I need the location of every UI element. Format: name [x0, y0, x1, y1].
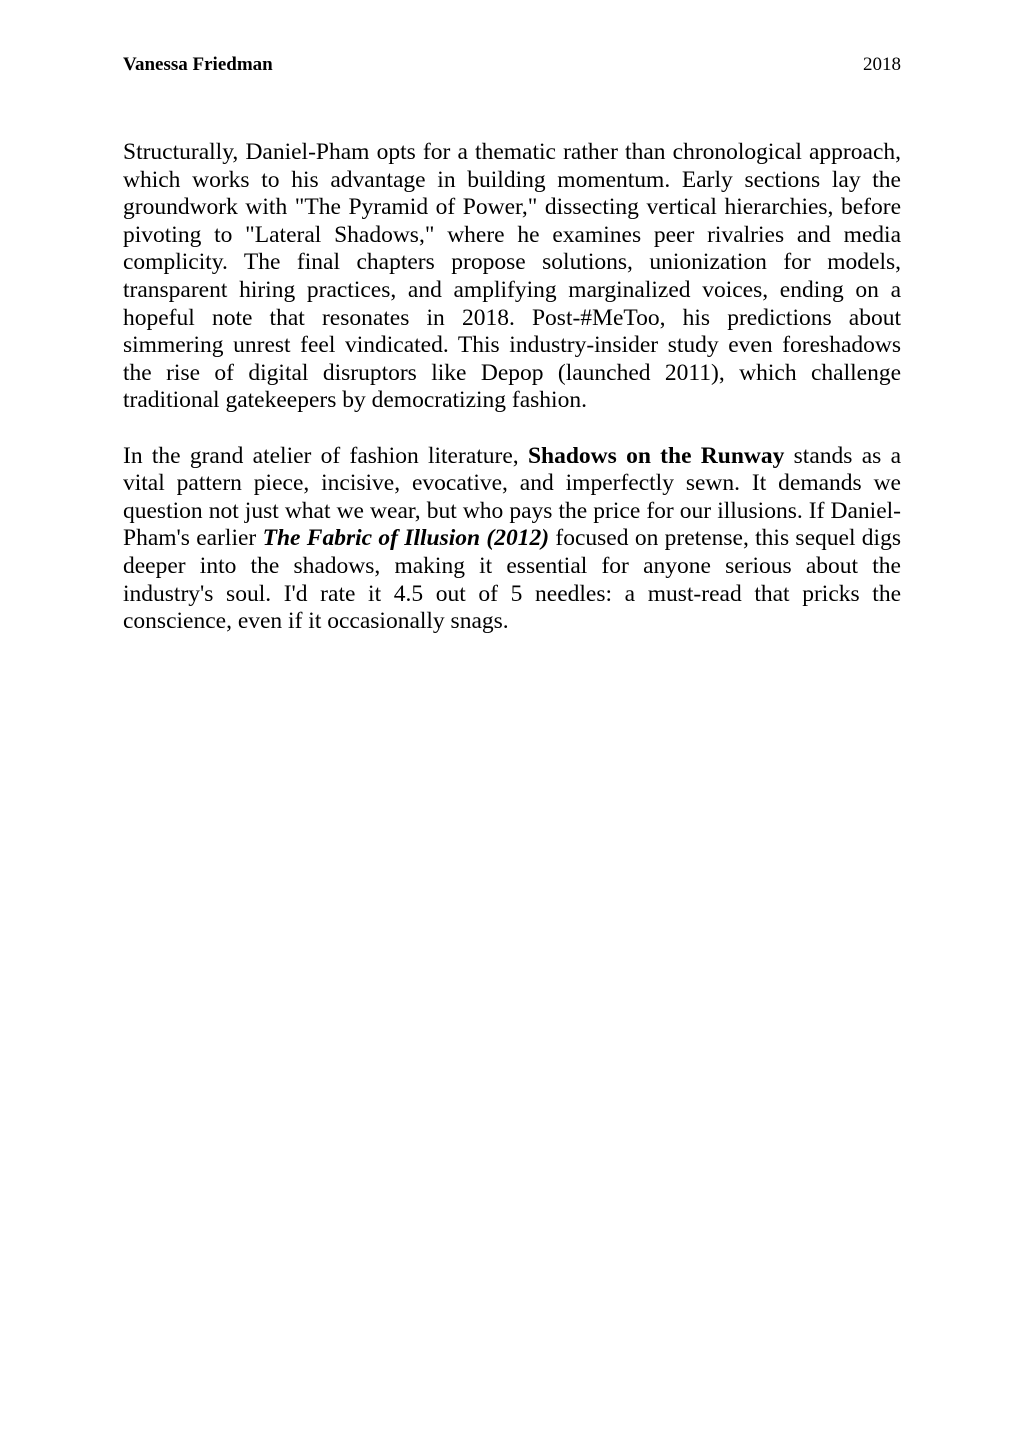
review-body: [123, 139, 901, 636]
earlier-book-title: The Fabric of Illusion (2012): [262, 525, 550, 552]
paragraph-conclusion-text-1: In the grand atelier of fashion literature,: [123, 442, 528, 469]
paragraph-conclusion-text-3: focused on pretense, this sequel digs deeper into the shadows, making it essential for anyone serious about the industry's soul. I'd rate it 4.5 out of 5 needles: a must-read that pricks the conscience, even if it occasionally snags.: [123, 525, 901, 635]
paragraph-conclusion: [123, 443, 901, 636]
header-year: 2018: [863, 54, 901, 75]
paragraph-conclusion-text-2: stands as a vital pattern piece, incisive, evocative, and imperfectly sewn. It demands we question not just what we wear, but who pays the price for our illusions. If Daniel-Pham's earlier: [123, 442, 901, 552]
book-title: Shadows on the Runway: [527, 442, 785, 469]
header-author: Vanessa Friedman: [123, 54, 273, 75]
paragraph-structure: Structurally, Daniel-Pham opts for a thematic rather than chronological approach, which works to his advantage in building momentum. Early sections lay the groundwork with "The Pyramid of Power," dissecting vertical hierarchies, before pivoting to "Lateral Shadows," where he examines peer rivalries and media complicity. The final chapters propose solutions, unionization for models, transparent hiring practices, and amplifying marginalized voices, ending on a hopeful note that resonates in 2018. Post-#MeToo, his predictions about simmering unrest feel vindicated. This industry-insider study even foreshadows the rise of digital disruptors like Depop (launched 2011), which challenge traditional gatekeepers by democratizing fashion.: [123, 139, 901, 414]
page-header: [123, 52, 901, 78]
